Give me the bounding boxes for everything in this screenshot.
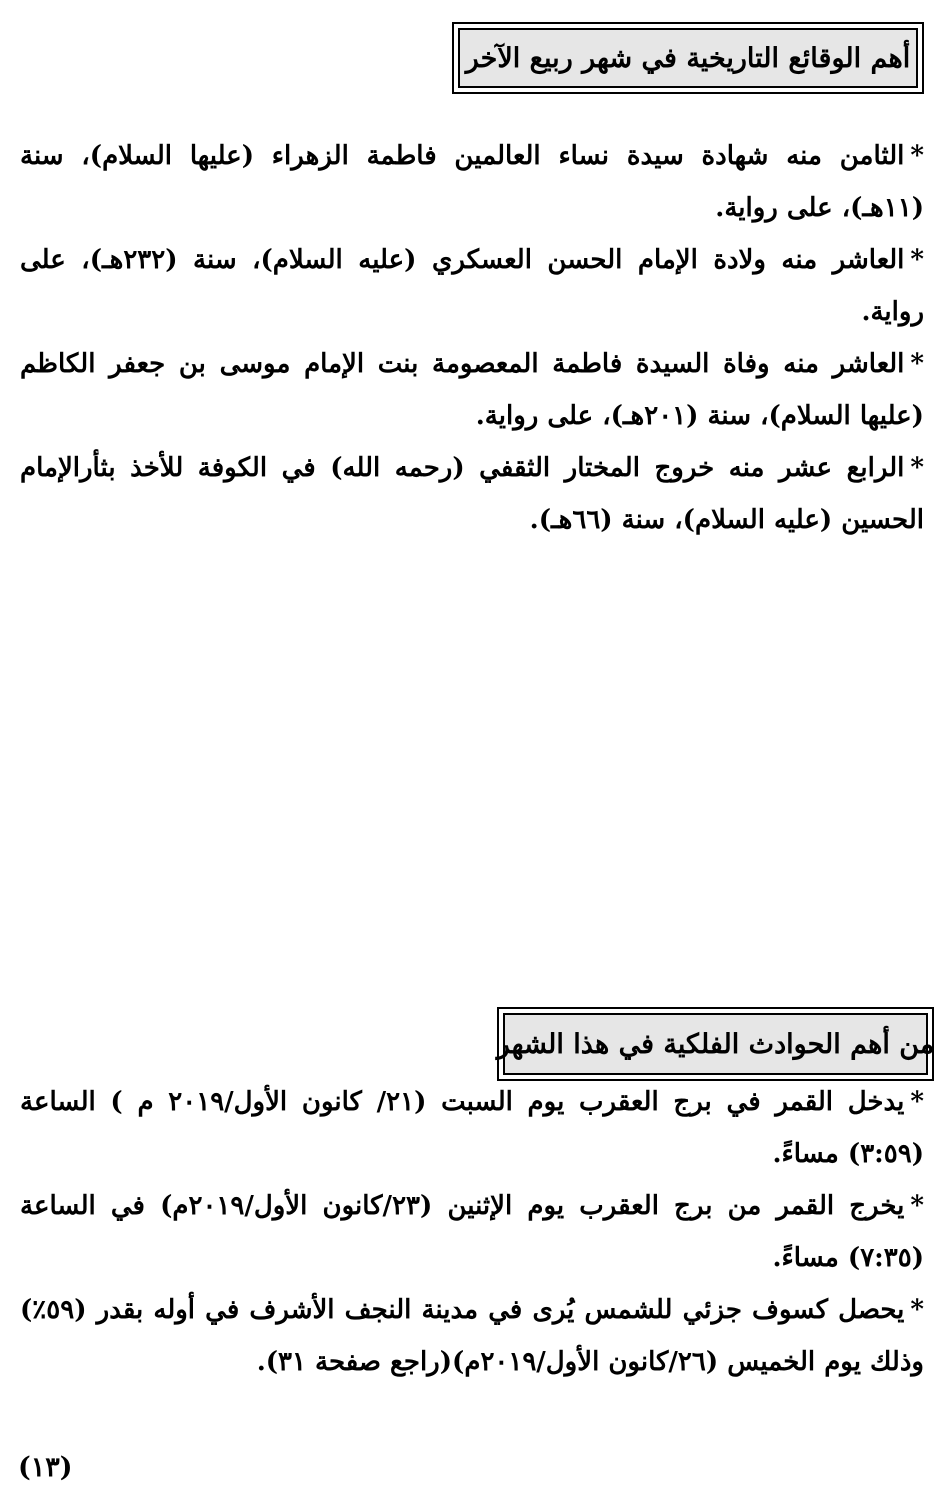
historical-events-title-box bbox=[452, 22, 924, 94]
astronomical-events-list bbox=[20, 1076, 924, 1388]
historical-events-title: أهم الوقائع التاريخية في شهر ربيع الآخر bbox=[458, 28, 918, 88]
historical-events-list bbox=[20, 130, 924, 546]
bullet-star: * bbox=[910, 349, 924, 379]
bullet-star: * bbox=[910, 453, 924, 483]
list-item: *يحصل كسوف جزئي للشمس يُرى في مدينة النجف الأشرف في أوله بقدر (٥٩٪) وذلك يوم الخميس (٢٦/كانون الأول/٢٠١٩م)(راجع صفحة ٣١). bbox=[20, 1295, 924, 1377]
page-number: (١٣) bbox=[18, 1452, 73, 1483]
list-item: *العاشر منه ولادة الإمام الحسن العسكري (عليه السلام)، سنة (٢٣٢هـ)، على رواية. bbox=[20, 245, 924, 327]
list-item: *يدخل القمر في برج العقرب يوم السبت (٢١/ كانون الأول/٢٠١٩ م ) الساعة (٣:٥٩) مساءً. bbox=[20, 1087, 924, 1169]
astronomical-events-title: من أهم الحوادث الفلكية في هذا الشهر bbox=[503, 1013, 928, 1075]
bullet-star: * bbox=[910, 1295, 924, 1325]
bullet-star: * bbox=[910, 141, 924, 171]
bullet-star: * bbox=[910, 1087, 924, 1117]
list-item: *الرابع عشر منه خروج المختار الثقفي (رحمه الله) في الكوفة للأخذ بثأرالإمام الحسين (عليه السلام)، سنة (٦٦هـ). bbox=[20, 453, 924, 535]
list-item: *الثامن منه شهادة سيدة نساء العالمين فاطمة الزهراء (عليها السلام)، سنة (١١هـ)، على رواية. bbox=[20, 141, 924, 223]
list-item: *العاشر منه وفاة السيدة فاطمة المعصومة بنت الإمام موسى بن جعفر الكاظم (عليها السلام)، سنة (٢٠١هـ)، على رواية. bbox=[20, 349, 924, 431]
bullet-star: * bbox=[910, 1191, 924, 1221]
astronomical-events-title-box bbox=[497, 1007, 934, 1081]
list-item: *يخرج القمر من برج العقرب يوم الإثنين (٢٣/كانون الأول/٢٠١٩م) في الساعة (٧:٣٥) مساءً. bbox=[20, 1191, 924, 1273]
bullet-star: * bbox=[910, 245, 924, 275]
